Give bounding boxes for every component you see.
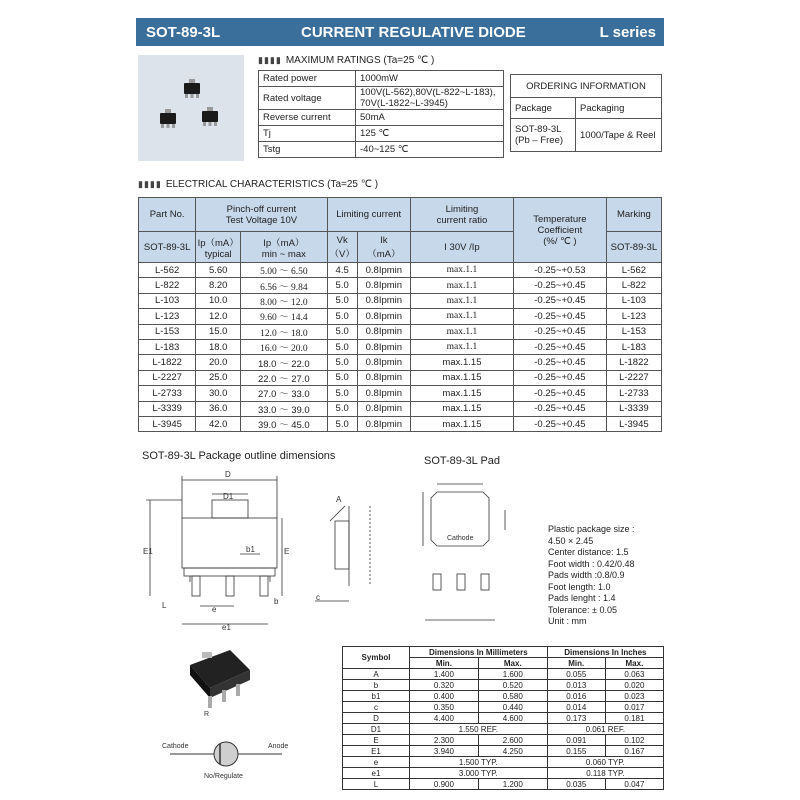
pad-spec-line: Foot length: 1.0 — [548, 581, 611, 592]
svg-text:R: R — [204, 711, 210, 718]
max-rating-value: 125 ℃ — [356, 126, 504, 142]
s-marking: SOT-89-3L — [606, 232, 661, 263]
s-ratio: I 30V /Ip — [410, 232, 513, 263]
dim-value: 0.181 — [605, 713, 663, 724]
outline-title: SOT-89-3L Package outline dimensions — [142, 450, 336, 462]
max-rating-param: Tj — [259, 126, 356, 142]
package-outline-drawing — [140, 466, 400, 636]
pad-spec-line: Center distance: 1.5 — [548, 547, 629, 557]
package-3d-drawing — [180, 640, 260, 720]
cell-part: L-3945 — [139, 416, 196, 431]
pad-specs — [548, 524, 635, 628]
cell-marking: L-1822 — [606, 355, 661, 370]
dim-value: 0.014 — [547, 702, 605, 713]
svg-text:No/Regulate: No/Regulate — [204, 773, 243, 780]
cell-vk: 5.0 — [327, 278, 357, 293]
dim-value: 0.167 — [605, 746, 663, 757]
svg-text:b1: b1 — [246, 545, 255, 554]
dim-symbol: D1 — [343, 724, 410, 735]
cell-ip-typ: 8.20 — [196, 278, 241, 293]
cell-temp: -0.25~+0.45 — [514, 339, 607, 354]
svg-text:D: D — [225, 470, 231, 479]
cell-ratio: max.1.15 — [410, 416, 513, 431]
ordering-packaging-value: 1000/Tape & Reel — [576, 119, 662, 152]
svg-text:Anode: Anode — [268, 743, 289, 750]
header-title: CURRENT REGULATIVE DIODE — [301, 23, 526, 41]
cell-ip-typ: 36.0 — [196, 401, 241, 416]
cell-marking: L-3339 — [606, 401, 661, 416]
dimension-row — [343, 779, 664, 790]
header-package: SOT-89-3L — [146, 23, 221, 41]
dim-symbol: c — [343, 702, 410, 713]
cell-temp: -0.25~+0.45 — [514, 355, 607, 370]
electrical-row — [139, 416, 662, 431]
cell-ip-range: 39.0 ～ 45.0 — [241, 416, 327, 431]
electrical-row — [139, 370, 662, 385]
pad-title: SOT-89-3L Pad — [424, 455, 501, 467]
cell-marking: L-183 — [606, 339, 661, 354]
chip-image — [160, 113, 176, 124]
dimension-row — [343, 757, 664, 768]
cell-ip-typ: 20.0 — [196, 355, 241, 370]
max-rating-row — [259, 110, 504, 126]
dim-symbol: D — [343, 713, 410, 724]
cell-part: L-103 — [139, 293, 196, 308]
dim-value: 1.200 — [478, 779, 547, 790]
electrical-row — [139, 324, 662, 339]
h-part: Part No. — [139, 198, 196, 232]
electrical-table — [138, 197, 662, 432]
cell-ip-typ: 10.0 — [196, 293, 241, 308]
pad-spec-line: Plastic package size : — [548, 524, 635, 534]
cell-ratio: max.1.15 — [410, 386, 513, 401]
cell-marking: L-103 — [606, 293, 661, 308]
svg-text:D1: D1 — [223, 492, 234, 501]
dim-symbol: b1 — [343, 691, 410, 702]
dim-value: 0.013 — [547, 680, 605, 691]
dim-value: 0.900 — [410, 779, 479, 790]
dim-value: 0.063 — [605, 669, 663, 680]
max-rating-param: Rated voltage — [259, 87, 356, 110]
cell-vk: 5.0 — [327, 339, 357, 354]
svg-text:Cathode: Cathode — [162, 743, 189, 750]
dim-symbol: E — [343, 735, 410, 746]
h-marking: Marking — [606, 198, 661, 232]
max-rating-value: 100V(L-562),80V(L-822~L-183), 70V(L-1822~L-3945) — [356, 87, 504, 110]
electrical-row — [139, 339, 662, 354]
h-pinch: Pinch-off current Test Voltage 10V — [196, 198, 327, 232]
dim-h-in: Dimensions In Inches — [547, 647, 663, 658]
cell-ratio: max.1.1 — [410, 309, 513, 324]
dim-symbol: e — [343, 757, 410, 768]
dim-value: 0.580 — [478, 691, 547, 702]
dim-value: 0.102 — [605, 735, 663, 746]
dim-value: 0.047 — [605, 779, 663, 790]
dim-value: 2.300 — [410, 735, 479, 746]
electrical-row — [139, 401, 662, 416]
cell-marking: L-2227 — [606, 370, 661, 385]
pad-spec-line: Foot width : 0.42/0.48 — [548, 558, 635, 569]
cell-ik: 0.8Ipmin — [357, 386, 410, 401]
dimension-row — [343, 680, 664, 691]
cell-ik: 0.8Ipmin — [357, 355, 410, 370]
dim-value: 0.060 TYP. — [547, 757, 663, 768]
electrical-row — [139, 278, 662, 293]
dimension-row — [343, 768, 664, 779]
electrical-title: ▮▮▮▮ ELECTRICAL CHARACTERISTICS (Ta=25 ℃ ) — [138, 179, 379, 190]
cell-part: L-562 — [139, 263, 196, 278]
cell-temp: -0.25~+0.45 — [514, 309, 607, 324]
cell-ik: 0.8Ipmin — [357, 401, 410, 416]
cell-marking: L-562 — [606, 263, 661, 278]
cell-vk: 5.0 — [327, 370, 357, 385]
cell-ik: 0.8Ipmin — [357, 263, 410, 278]
cell-ratio: max.1.15 — [410, 401, 513, 416]
cell-temp: -0.25~+0.45 — [514, 416, 607, 431]
dim-value: 0.520 — [478, 680, 547, 691]
pad-spec-line: 4.50 × 2.45 — [548, 535, 594, 546]
dim-value: 0.016 — [547, 691, 605, 702]
cell-vk: 5.0 — [327, 324, 357, 339]
dim-symbol: L — [343, 779, 410, 790]
cell-temp: -0.25~+0.53 — [514, 263, 607, 278]
header-series: L series — [599, 23, 656, 41]
svg-text:c: c — [316, 593, 320, 602]
cell-part: L-2227 — [139, 370, 196, 385]
ordering-packaging-header: Packaging — [576, 98, 662, 119]
dim-value: 0.400 — [410, 691, 479, 702]
cell-part: L-2733 — [139, 386, 196, 401]
electrical-row — [139, 263, 662, 278]
svg-text:e: e — [212, 605, 217, 614]
cell-marking: L-153 — [606, 324, 661, 339]
dim-h-min: Min. — [410, 658, 479, 669]
dim-h-symbol: Symbol — [343, 647, 410, 669]
diode-symbol — [160, 732, 300, 782]
cell-ip-range: 6.56 ～ 9.84 — [241, 278, 327, 293]
dim-h-min: Min. — [547, 658, 605, 669]
pad-spec-line: Pads lenght : 1.4 — [548, 593, 616, 603]
cell-part: L-3339 — [139, 401, 196, 416]
electrical-row — [139, 293, 662, 308]
electrical-row — [139, 355, 662, 370]
electrical-row — [139, 309, 662, 324]
cell-ratio: max.1.1 — [410, 339, 513, 354]
s-ip-range: Ip（mA） min ~ max — [241, 232, 327, 263]
chip-image — [184, 83, 200, 94]
dim-symbol: A — [343, 669, 410, 680]
cell-ip-typ: 12.0 — [196, 309, 241, 324]
dim-value: 2.600 — [478, 735, 547, 746]
dim-h-max: Max. — [605, 658, 663, 669]
s-vk: Vk （V） — [327, 232, 357, 263]
cell-marking: L-123 — [606, 309, 661, 324]
dim-value: 1.400 — [410, 669, 479, 680]
h-limiting: Limiting current — [327, 198, 410, 232]
ordering-title: ORDERING INFORMATION — [511, 75, 662, 98]
dimension-row — [343, 746, 664, 757]
cell-part: L-183 — [139, 339, 196, 354]
cell-vk: 5.0 — [327, 309, 357, 324]
dim-value: 0.118 TYP. — [547, 768, 663, 779]
max-rating-value: -40~125 ℃ — [356, 142, 504, 158]
dimensions-table — [342, 646, 664, 790]
dimension-row — [343, 724, 664, 735]
dimension-row — [343, 669, 664, 680]
h-temp: Temperature Coefficient (%/ ℃ ) — [514, 198, 607, 263]
cell-temp: -0.25~+0.45 — [514, 401, 607, 416]
dimension-row — [343, 713, 664, 724]
cell-vk: 5.0 — [327, 401, 357, 416]
ordering-package-header: Package — [511, 98, 576, 119]
dimension-row — [343, 702, 664, 713]
cell-ip-typ: 42.0 — [196, 416, 241, 431]
cell-part: L-123 — [139, 309, 196, 324]
cell-ip-range: 5.00 ～ 6.50 — [241, 263, 327, 278]
cell-ip-typ: 30.0 — [196, 386, 241, 401]
svg-text:E: E — [284, 547, 290, 556]
dim-value: 0.020 — [605, 680, 663, 691]
package-photo — [138, 55, 244, 161]
svg-text:Cathode: Cathode — [447, 535, 474, 542]
cell-ip-range: 16.0 ～ 20.0 — [241, 339, 327, 354]
cell-ik: 0.8Ipmin — [357, 278, 410, 293]
page-header — [136, 18, 664, 46]
cell-ratio: max.1.1 — [410, 324, 513, 339]
svg-text:e1: e1 — [222, 623, 231, 632]
max-rating-value: 1000mW — [356, 71, 504, 87]
dim-value: 0.320 — [410, 680, 479, 691]
cell-vk: 5.0 — [327, 293, 357, 308]
max-ratings-title: ▮▮▮▮ MAXIMUM RATINGS (Ta=25 ℃ ) — [258, 55, 435, 66]
cell-ratio: max.1.1 — [410, 263, 513, 278]
cell-part: L-153 — [139, 324, 196, 339]
cell-marking: L-2733 — [606, 386, 661, 401]
svg-text:A: A — [336, 495, 342, 504]
dimension-row — [343, 691, 664, 702]
dim-value: 4.400 — [410, 713, 479, 724]
cell-ip-range: 18.0 ～ 22.0 — [241, 355, 327, 370]
section-dots-icon: ▮▮▮▮ — [258, 55, 282, 65]
cell-ip-range: 9.60 ～ 14.4 — [241, 309, 327, 324]
cell-ip-typ: 5.60 — [196, 263, 241, 278]
cell-ik: 0.8Ipmin — [357, 339, 410, 354]
dim-value: 0.440 — [478, 702, 547, 713]
cell-temp: -0.25~+0.45 — [514, 293, 607, 308]
dim-value: 0.091 — [547, 735, 605, 746]
cell-ratio: max.1.15 — [410, 370, 513, 385]
pad-spec-line: Unit : mm — [548, 616, 587, 626]
cell-vk: 5.0 — [327, 386, 357, 401]
cell-ik: 0.8Ipmin — [357, 370, 410, 385]
dim-value: 1.550 REF. — [410, 724, 548, 735]
dim-value: 4.600 — [478, 713, 547, 724]
cell-ip-typ: 25.0 — [196, 370, 241, 385]
pad-layout-drawing — [415, 470, 540, 630]
body-outline — [182, 518, 277, 568]
cell-temp: -0.25~+0.45 — [514, 370, 607, 385]
dim-value: 0.173 — [547, 713, 605, 724]
dim-value: 0.155 — [547, 746, 605, 757]
pad-spec-line: Tolerance: ± 0.05 — [548, 604, 617, 615]
cell-ip-range: 12.0 ～ 18.0 — [241, 324, 327, 339]
cell-ik: 0.8Ipmin — [357, 293, 410, 308]
svg-text:b: b — [274, 597, 279, 606]
dim-h-mm: Dimensions In Millimeters — [410, 647, 548, 658]
electrical-row — [139, 386, 662, 401]
dim-value: 0.055 — [547, 669, 605, 680]
cell-ip-typ: 15.0 — [196, 324, 241, 339]
dim-value: 3.940 — [410, 746, 479, 757]
dim-value: 3.000 TYP. — [410, 768, 548, 779]
svg-text:E1: E1 — [143, 547, 153, 556]
dim-value: 0.035 — [547, 779, 605, 790]
max-rating-param: Tstg — [259, 142, 356, 158]
cell-temp: -0.25~+0.45 — [514, 324, 607, 339]
max-rating-value: 50mA — [356, 110, 504, 126]
dim-value: 0.017 — [605, 702, 663, 713]
cell-ip-range: 33.0 ～ 39.0 — [241, 401, 327, 416]
cell-ratio: max.1.1 — [410, 278, 513, 293]
cell-part: L-1822 — [139, 355, 196, 370]
dim-symbol: b — [343, 680, 410, 691]
dim-value: 1.600 — [478, 669, 547, 680]
dim-value: 0.061 REF. — [547, 724, 663, 735]
s-ik: Ik （mA） — [357, 232, 410, 263]
cell-marking: L-822 — [606, 278, 661, 293]
s-part: SOT-89-3L — [139, 232, 196, 263]
dim-value: 1.500 TYP. — [410, 757, 548, 768]
s-ip-typ: Ip（mA） typical — [196, 232, 241, 263]
dim-symbol: E1 — [343, 746, 410, 757]
cell-ik: 0.8Ipmin — [357, 309, 410, 324]
cell-vk: 5.0 — [327, 416, 357, 431]
cell-vk: 5.0 — [327, 355, 357, 370]
cell-ratio: max.1.1 — [410, 293, 513, 308]
cell-part: L-822 — [139, 278, 196, 293]
ordering-package-value: SOT-89-3L (Pb – Free) — [511, 119, 576, 152]
dim-value: 4.250 — [478, 746, 547, 757]
dim-value: 0.023 — [605, 691, 663, 702]
cell-ratio: max.1.15 — [410, 355, 513, 370]
max-ratings-table — [258, 70, 504, 158]
max-rating-row — [259, 87, 504, 110]
max-rating-row — [259, 142, 504, 158]
cell-vk: 4.5 — [327, 263, 357, 278]
cell-ip-range: 22.0 ～ 27.0 — [241, 370, 327, 385]
ordering-info-table — [510, 74, 662, 152]
dimension-row — [343, 735, 664, 746]
section-dots-icon: ▮▮▮▮ — [138, 179, 162, 189]
cell-ip-range: 8.00 ～ 12.0 — [241, 293, 327, 308]
max-rating-param: Reverse current — [259, 110, 356, 126]
cell-temp: -0.25~+0.45 — [514, 278, 607, 293]
max-rating-param: Rated power — [259, 71, 356, 87]
h-ratio: Limiting current ratio — [410, 198, 513, 232]
max-rating-row — [259, 71, 504, 87]
dim-symbol: e1 — [343, 768, 410, 779]
dim-h-max: Max. — [478, 658, 547, 669]
chip-image — [202, 111, 218, 122]
cell-ip-typ: 18.0 — [196, 339, 241, 354]
cell-ik: 0.8Ipmin — [357, 324, 410, 339]
pad-spec-line: Pads width :0.8/0.9 — [548, 570, 625, 580]
cell-temp: -0.25~+0.45 — [514, 386, 607, 401]
max-rating-row — [259, 126, 504, 142]
svg-text:L: L — [162, 601, 167, 610]
cell-ik: 0.8Ipmin — [357, 416, 410, 431]
dim-value: 0.350 — [410, 702, 479, 713]
cell-marking: L-3945 — [606, 416, 661, 431]
cell-ip-range: 27.0 ～ 33.0 — [241, 386, 327, 401]
